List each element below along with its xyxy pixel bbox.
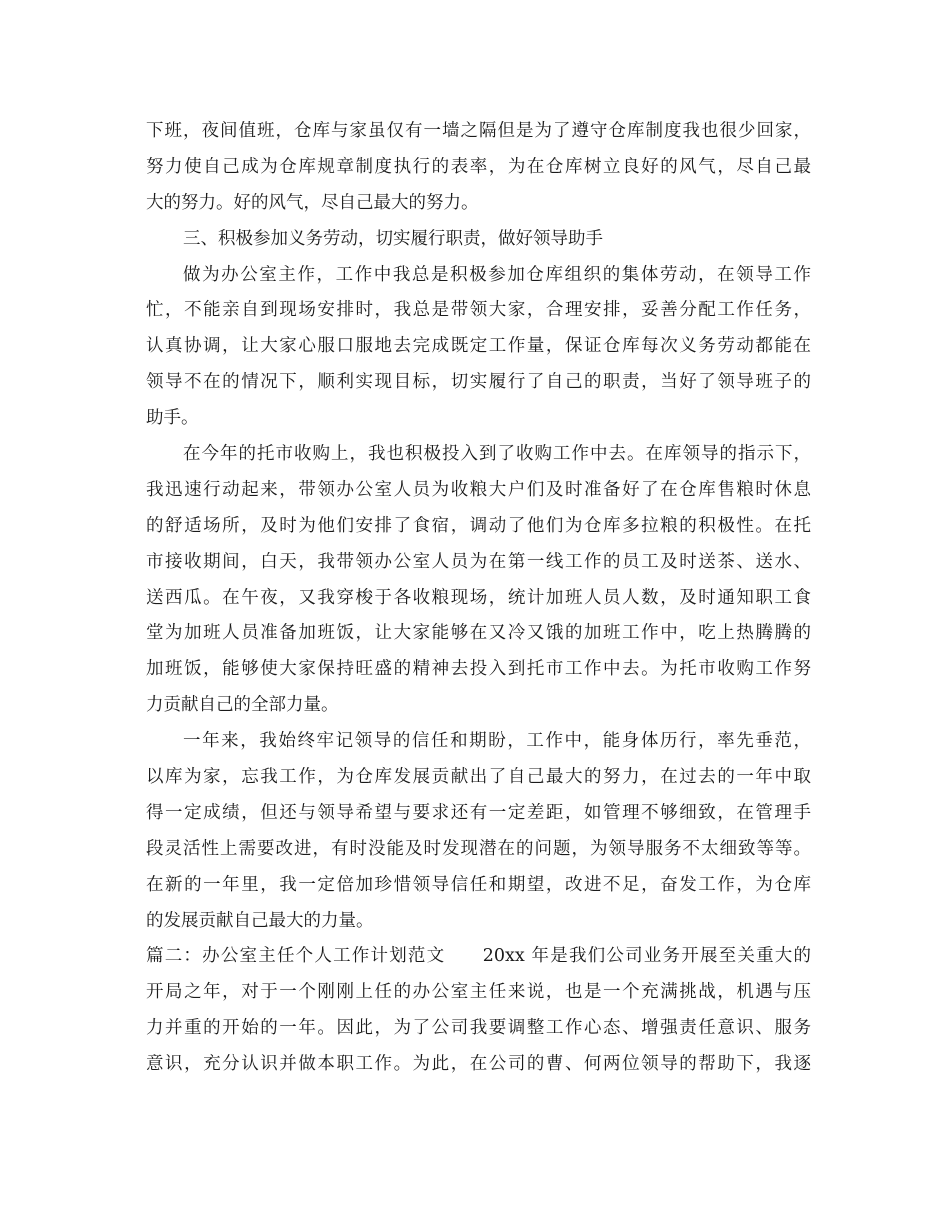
text-line: 篇二：办公室主任个人工作计划范文 20xx 年是我们公司业务开展至关重大的: [146, 946, 811, 967]
text-line: 做为办公室主作，工作中我总是积极参加仓库组织的集体劳动，在领导工作: [183, 264, 811, 285]
text-line: 忙，不能亲自到现场安排时，我总是带领大家，合理安排，妥善分配工作任务，: [146, 300, 811, 321]
text-line: 在今年的托市收购上，我也积极投入到了收购工作中去。在库领导的指示下，: [183, 444, 811, 465]
text-line: 开局之年，对于一个刚刚上任的办公室主任来说，也是一个充满挑战，机遇与压: [146, 982, 811, 1003]
text-line: 以库为家，忘我工作，为仓库发展贡献出了自己最大的努力，在过去的一年中取: [146, 767, 811, 788]
text-line: 努力使自己成为仓库规章制度执行的表率，为在仓库树立良好的风气，尽自己最: [146, 156, 811, 177]
text-line: 意识，充分认识并做本职工作。为此，在公司的曹、何两位领导的帮助下，我逐: [146, 1054, 811, 1075]
text-line: 大的努力。好的风气，尽自己最大的努力。: [146, 192, 479, 213]
text-line: 段灵活性上需要改进，有时没能及时发现潜在的问题，为领导服务不太细致等等。: [146, 838, 811, 859]
text-line: 的发展贡献自己最大的力量。: [146, 910, 374, 931]
text-line: 力并重的开始的一年。因此，为了公司我要调整工作心态、增强责任意识、服务: [146, 1018, 811, 1039]
text-line: 送西瓜。在午夜，又我穿梭于各收粮现场，统计加班人员人数，及时通知职工食: [146, 587, 811, 608]
text-line: 三、积极参加义务劳动，切实履行职责，做好领导助手: [183, 228, 603, 249]
text-line: 认真协调，让大家心服口服地去完成既定工作量，保证仓库每次义务劳动都能在: [146, 336, 811, 357]
text-line: 我迅速行动起来，带领办公室人员为收粮大户们及时准备好了在仓库售粮时休息: [146, 479, 811, 500]
text-line: 堂为加班人员准备加班饭，让大家能够在又冷又饿的加班工作中，吃上热腾腾的: [146, 623, 811, 644]
text-line: 在新的一年里，我一定倍加珍惜领导信任和期望，改进不足，奋发工作，为仓库: [146, 874, 811, 895]
text-line: 加班饭，能够使大家保持旺盛的精神去投入到托市工作中去。为托市收购工作努: [146, 659, 811, 680]
text-line: 市接收期间，白天，我带领办公室人员为在第一线工作的员工及时送茶、送水、: [146, 551, 811, 572]
text-line: 一年来，我始终牢记领导的信任和期盼，工作中，能身体历行，率先垂范，: [183, 731, 811, 752]
text-line: 助手。: [146, 408, 199, 429]
text-line: 得一定成绩，但还与领导希望与要求还有一定差距，如管理不够细致，在管理手: [146, 802, 811, 823]
text-line: 下班，夜间值班，仓库与家虽仅有一墙之隔但是为了遵守仓库制度我也很少回家，: [146, 121, 811, 141]
text-line: 的舒适场所，及时为他们安排了食宿，调动了他们为仓库多拉粮的积极性。在托: [146, 515, 811, 536]
document-body: [146, 114, 811, 1083]
text-line: 力贡献自己的全部力量。: [146, 695, 339, 716]
text-line: 领导不在的情况下，顺利实现目标，切实履行了自己的职责，当好了领导班子的: [146, 372, 811, 393]
